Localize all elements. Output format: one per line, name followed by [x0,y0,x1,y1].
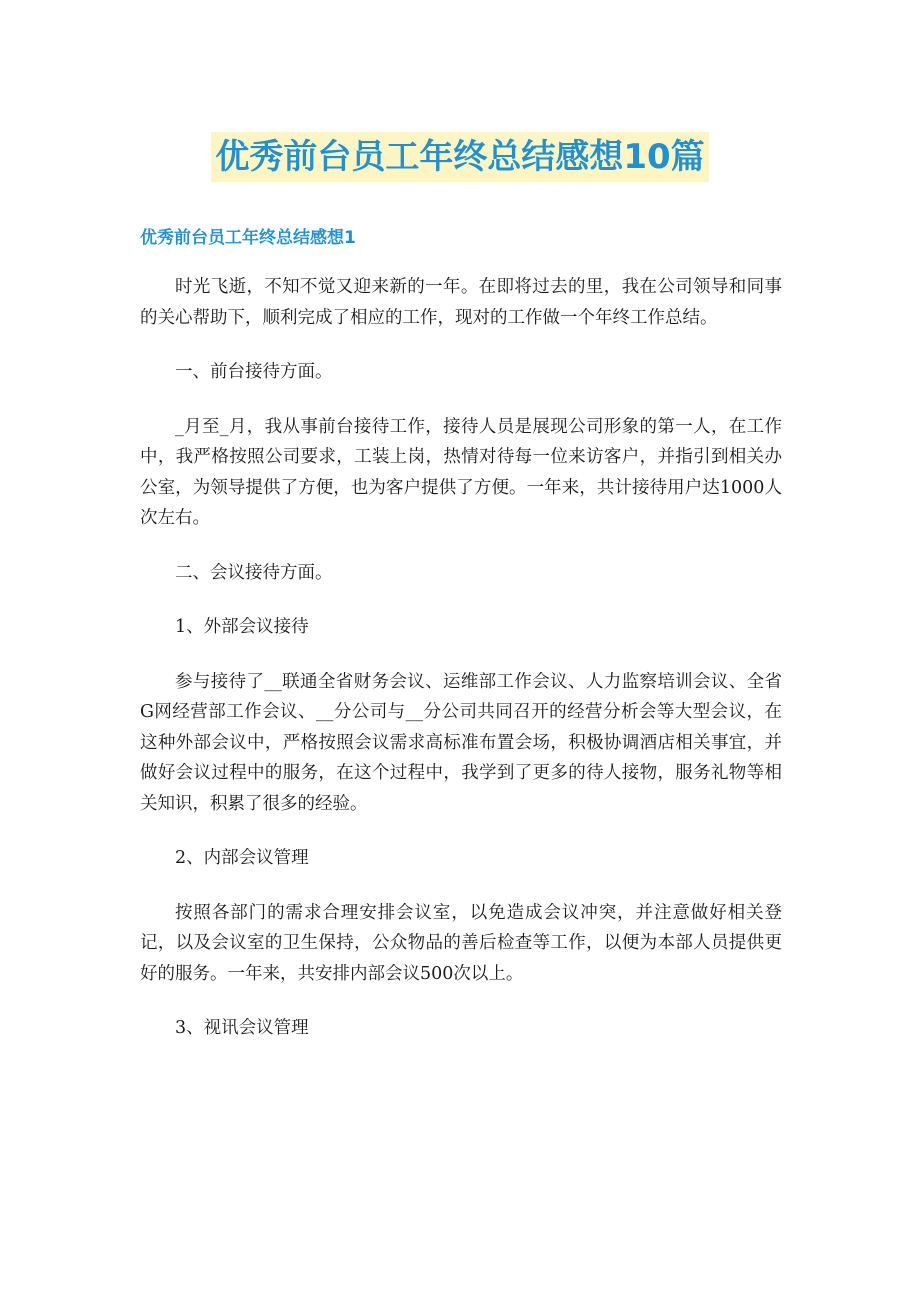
paragraph-external: 参与接待了__联通全省财务会议、运维部工作会议、人力监察培训会议、全省G网经营部工作会议、__分公司与__分公司共同召开的经营分析会等大型会议，在这种外部会议中，严格按照会议需求高标准布置会场，积极协调酒店相关事宜，并做好会议过程中的服务，在这个过程中，我学到了更多的待人接物，服务礼物等相关知识，积累了很多的经验。 [140,671,782,814]
paragraph-heading-external: 1、外部会议接待 [175,617,309,637]
paragraph-intro: 时光飞逝，不知不觉又迎来新的一年。在即将过去的里，我在公司领导和同事的关心帮助下，顺利完成了相应的工作，现对的工作做一个年终工作总结。 [140,277,782,328]
document-title: 优秀前台员工年终总结感想10篇 [211,132,708,182]
section-heading: 优秀前台员工年终总结感想1 [140,228,356,248]
title-container [0,132,920,182]
document-body [140,224,782,1068]
paragraph-heading-internal: 2、内部会议管理 [175,848,309,868]
paragraph-heading-meetings: 二、会议接待方面。 [175,562,333,583]
paragraph-heading-video: 3、视讯会议管理 [175,1018,309,1038]
paragraph-internal: 按照各部门的需求合理安排会议室，以免造成会议冲突，并注意做好相关登记，以及会议室的卫生保持，公众物品的善后检查等工作，以便为本部人员提供更好的服务。一年来，共安排内部会议500次以上。 [140,902,782,984]
paragraph-reception: _月至_月，我从事前台接待工作，接待人员是展现公司形象的第一人，在工作中，我严格按照公司要求，工装上岗，热情对待每一位来访客户，并指引到相关办公室，为领导提供了方便，也为客户提供了方便。一年来，共计接待用户达1000人次左右。 [140,416,782,528]
paragraph-heading-reception: 一、前台接待方面。 [175,362,333,382]
